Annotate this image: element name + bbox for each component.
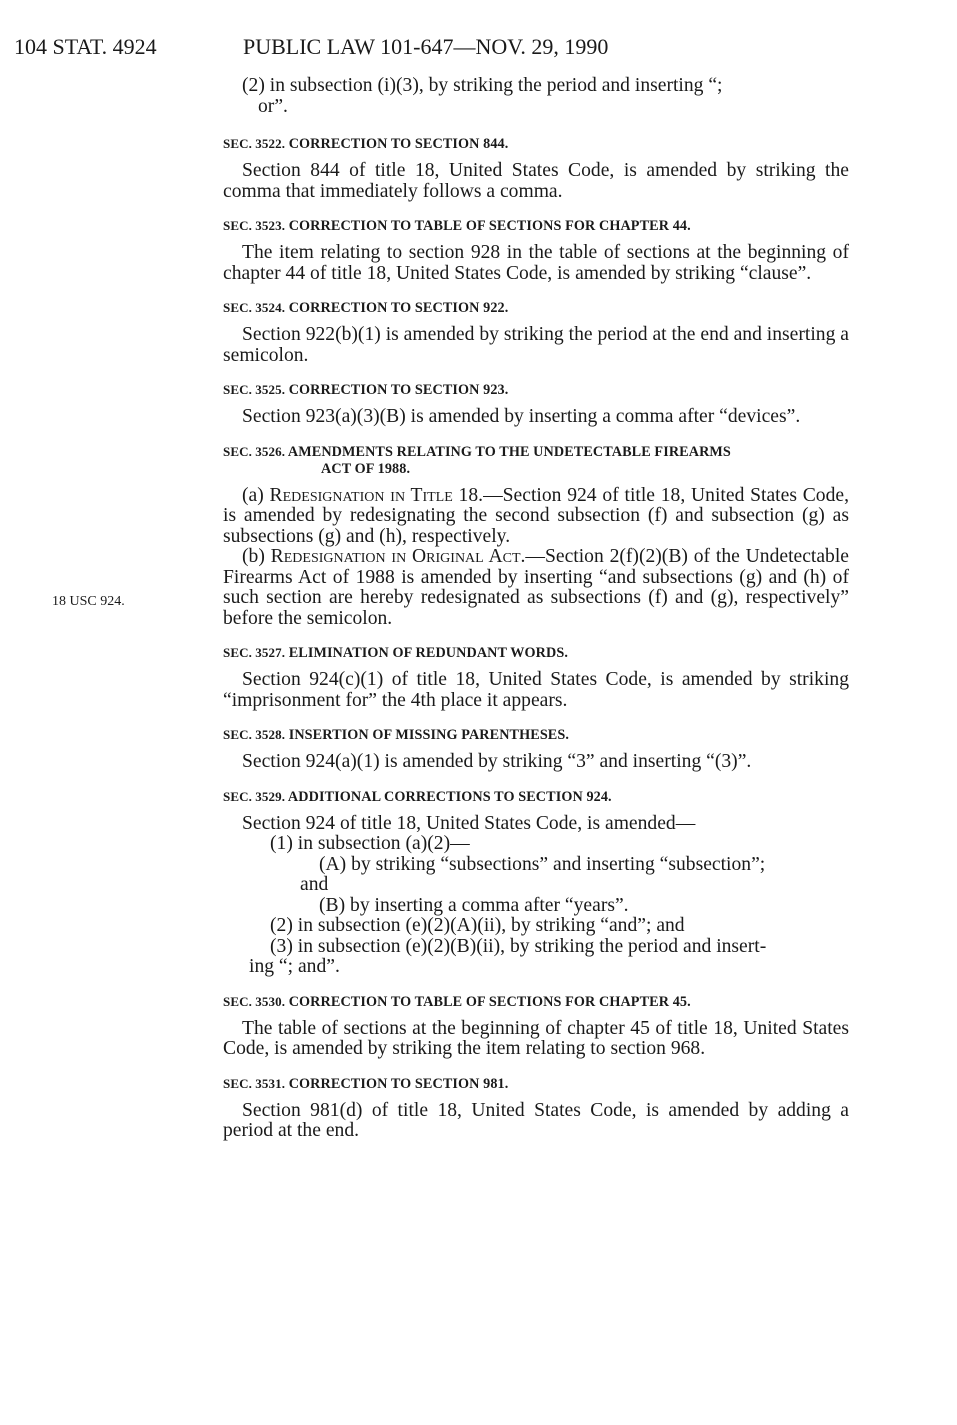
section-heading: SEC. 3522. CORRECTION TO SECTION 844.	[223, 136, 509, 152]
subparagraph-b: (B) by inserting a comma after “years”.	[319, 894, 629, 916]
subparagraph-a: (A) by striking “subsections” and inserting “subsection”;	[319, 853, 766, 875]
paragraph-3-cont: ing “; and”.	[249, 956, 340, 977]
stat-citation: 104 STAT. 4924	[14, 34, 157, 59]
section-text: Section 924(c)(1) of title 18, United States Code, is amended by striking “imprisonment for” the 4th place it appears.	[223, 669, 849, 711]
section-heading: SEC. 3526. AMENDMENTS RELATING TO THE UNDETECTABLE FIREARMS ACT OF 1988.	[223, 443, 731, 477]
section-text: Section 844 of title 18, United States Code, is amended by striking the comma that immediately follows a comma.	[223, 160, 849, 202]
margin-note: 18 USC 924.	[52, 594, 125, 609]
section-text: Section 924 of title 18, United States Code, is amended—	[242, 812, 696, 834]
paragraph-2: (2) in subsection (e)(2)(A)(ii), by striking “and”; and	[270, 915, 685, 936]
paragraph-3: (3) in subsection (e)(2)(B)(ii), by striking the period and insert-	[270, 935, 767, 957]
subsection-b: (b) Redesignation in Original Act.—Section 2(f)(2)(B) of the Undetectable Firearms Act of 1988 is amended by inserting “and subsections (g) and (h) of such section are hereby redesignated as subsections (f) and (g), respectively” before the semicolon.	[223, 546, 849, 629]
section-heading: SEC. 3531. CORRECTION TO SECTION 981.	[223, 1075, 509, 1092]
section-text: Section 924(a)(1) is amended by striking “3” and inserting “(3)”.	[242, 751, 752, 772]
section-heading: SEC. 3524. CORRECTION TO SECTION 922.	[223, 300, 509, 316]
section-heading: SEC. 3530. CORRECTION TO TABLE OF SECTIONS FOR CHAPTER 45.	[223, 993, 691, 1010]
paragraph: or”.	[258, 95, 288, 117]
section-text: Section 922(b)(1) is amended by striking the period at the end and inserting a semicolon.	[223, 324, 849, 366]
paragraph: (2) in subsection (i)(3), by striking the period and inserting “;	[242, 75, 723, 96]
section-heading: SEC. 3527. ELIMINATION OF REDUNDANT WORDS.	[223, 645, 568, 661]
subparagraph-a-cont: and	[300, 874, 329, 895]
section-heading: SEC. 3529. ADDITIONAL CORRECTIONS TO SECTION 924.	[223, 788, 612, 805]
section-heading: SEC. 3523. CORRECTION TO TABLE OF SECTIONS FOR CHAPTER 44.	[223, 218, 691, 234]
main-column	[223, 76, 849, 1142]
section-text: Section 981(d) of title 18, United States Code, is amended by adding a period at the end.	[223, 1099, 849, 1141]
section-heading: SEC. 3525. CORRECTION TO SECTION 923.	[223, 382, 509, 398]
running-header: PUBLIC LAW 101-647—NOV. 29, 1990	[243, 34, 609, 59]
section-text: Section 923(a)(3)(B) is amended by inserting a comma after “devices”.	[242, 406, 801, 427]
section-heading: SEC. 3528. INSERTION OF MISSING PARENTHESES.	[223, 727, 570, 743]
section-text: The item relating to section 928 in the table of sections at the beginning of chapter 44 of title 18, United States Code, is amended by striking “clause”.	[223, 242, 849, 284]
paragraph-1: (1) in subsection (a)(2)—	[270, 833, 470, 854]
subsection-a: (a) Redesignation in Title 18.—Section 924 of title 18, United States Code, is amended by redesignating the second subsection (f) and subsection (g) as subsections (g) and (h), respectively.	[223, 484, 849, 547]
section-text: The table of sections at the beginning of chapter 45 of title 18, United States Code, is amended by striking the item relating to section 968.	[223, 1017, 849, 1059]
